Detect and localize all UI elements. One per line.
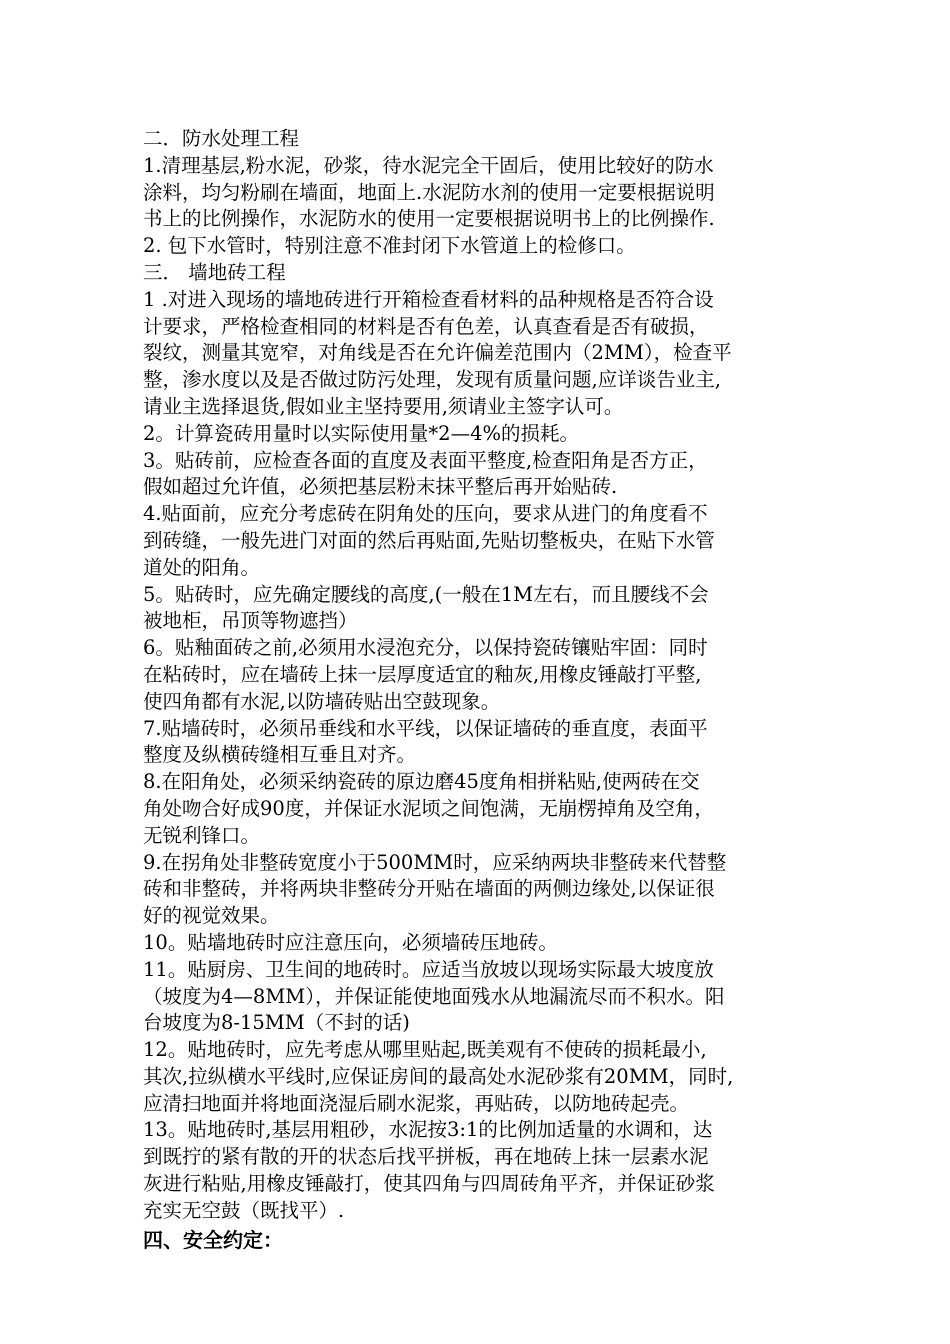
- text-line: 8.在阳角处，必须采纳瓷砖的原边磨45度角相拼粘贴,使两砖在交: [143, 770, 700, 794]
- text-line: 砖和非整砖，并将两块非整砖分开贴在墙面的两侧边缘处,以保证很: [143, 877, 715, 901]
- text-line: 裂纹，测量其宽窄，对角线是否在允许偏差范围内（2MM），检查平: [143, 341, 732, 365]
- text-line: 在粘砖时，应在墙砖上抹一层厚度适宜的釉灰,用橡皮锤敲打平整,: [143, 662, 702, 686]
- text-line: 灰进行粘贴,用橡皮锤敲打，使其四角与四周砖角平齐，并保证砂浆: [143, 1172, 715, 1196]
- text-line: 整，渗水度以及是否做过防污处理，发现有质量问题,应详谈告业主,: [143, 368, 721, 392]
- section-heading-safety: 四、安全约定：: [143, 1227, 283, 1252]
- text-line: 5。贴砖时，应先确定腰线的高度,(一般在1M左右，而且腰线不会: [143, 582, 709, 606]
- section-heading-waterproofing: 二．防水处理工程: [143, 127, 300, 150]
- text-line: 4.贴面前，应充分考虑砖在阴角处的压向，要求从进门的角度看不: [143, 502, 708, 526]
- text-line: 6。贴釉面砖之前,必须用水浸泡充分，以保持瓷砖镶贴牢固：同时: [143, 636, 708, 660]
- text-line: 角处吻合好成90度，并保证水泥顷之间饱满，无崩楞掉角及空角，: [143, 796, 714, 820]
- text-line: 2。计算瓷砖用量时以实际使用量*2—4%的损耗。: [143, 421, 579, 445]
- text-line: 整度及纵横砖缝相互垂且对齐。: [143, 743, 417, 767]
- text-line: 2. 包下水管时，特别注意不准封闭下水管道上的检修口。: [143, 234, 636, 258]
- document-body: [143, 126, 823, 1253]
- text-line: 13。贴地砖时,基层用粗砂，水泥按3:1的比例加适量的水调和，达: [143, 1118, 713, 1142]
- text-line: 充实无空鼓（既找平）.: [143, 1198, 345, 1222]
- text-line: 12。贴地砖时，应先考虑从哪里贴起,既美观有不使砖的损耗最小,: [143, 1038, 707, 1062]
- text-line: 好的视觉效果。: [143, 904, 280, 928]
- text-line: 道处的阳角。: [143, 555, 261, 579]
- text-line: 计要求，严格检查相同的材料是否有色差，认真查看是否有破损，: [143, 314, 709, 338]
- text-line: 3。贴砖前，应检查各面的直度及表面平整度,检查阳角是否方正，: [143, 448, 708, 472]
- text-line: （坡度为4—8MM），并保证能使地面残水从地漏流尽而不积水。阳: [143, 984, 725, 1008]
- text-line: 假如超过允许值，必须把基层粉末抹平整后再开始贴砖.: [143, 475, 618, 499]
- text-line: 书上的比例操作，水泥防水的使用一定要根据说明书上的比例操作.: [143, 207, 715, 231]
- text-line: 9.在拐角处非整砖宽度小于500MM时，应采纳两块非整砖来代替整: [143, 850, 727, 874]
- text-line: 无锐利锋口。: [143, 823, 261, 847]
- text-line: 台坡度为8-15MM（不封的话): [143, 1011, 410, 1035]
- text-line: 到砖缝，一般先进门对面的然后再贴面,先贴切整板央，在贴下水管: [143, 528, 715, 552]
- text-line: 应清扫地面并将地面浇湿后刷水泥浆，再贴砖，以防地砖起壳。: [143, 1091, 690, 1115]
- text-line: 请业主选择退货,假如业主坚持要用,须请业主签字认可。: [143, 394, 624, 418]
- section-heading-tiles: 三． 墙地砖工程: [143, 260, 286, 284]
- text-line: 被地柜，吊顶等物遮挡）: [143, 609, 358, 633]
- text-line: 涂料，均匀粉刷在墙面，地面上.水泥防水剂的使用一定要根据说明: [143, 180, 715, 204]
- text-line: 使四角都有水泥,以防墙砖贴出空鼓现象。: [143, 689, 501, 713]
- text-line: 1.清理基层,粉水泥，砂浆，待水泥完全干固后，使用比较好的防水: [143, 153, 714, 177]
- text-line: 其次,拉纵横水平线时,应保证房间的最高处水泥砂浆有20MM，同时,: [143, 1064, 734, 1088]
- text-line: 1 .对进入现场的墙地砖进行开箱检查看材料的品种规格是否符合设: [143, 287, 714, 311]
- text-line: 到既拧的紧有散的开的状态后找平拼板，再在地砖上抹一层素水泥: [143, 1145, 709, 1169]
- text-line: 11。贴厨房、卫生间的地砖时。应适当放坡以现场实际最大坡度放: [143, 957, 714, 981]
- text-line: 10。贴墙地砖时应注意压向，必须墙砖压地砖。: [143, 930, 558, 954]
- text-line: 7.贴墙砖时，必须吊垂线和水平线，以保证墙砖的垂直度，表面平: [143, 716, 708, 740]
